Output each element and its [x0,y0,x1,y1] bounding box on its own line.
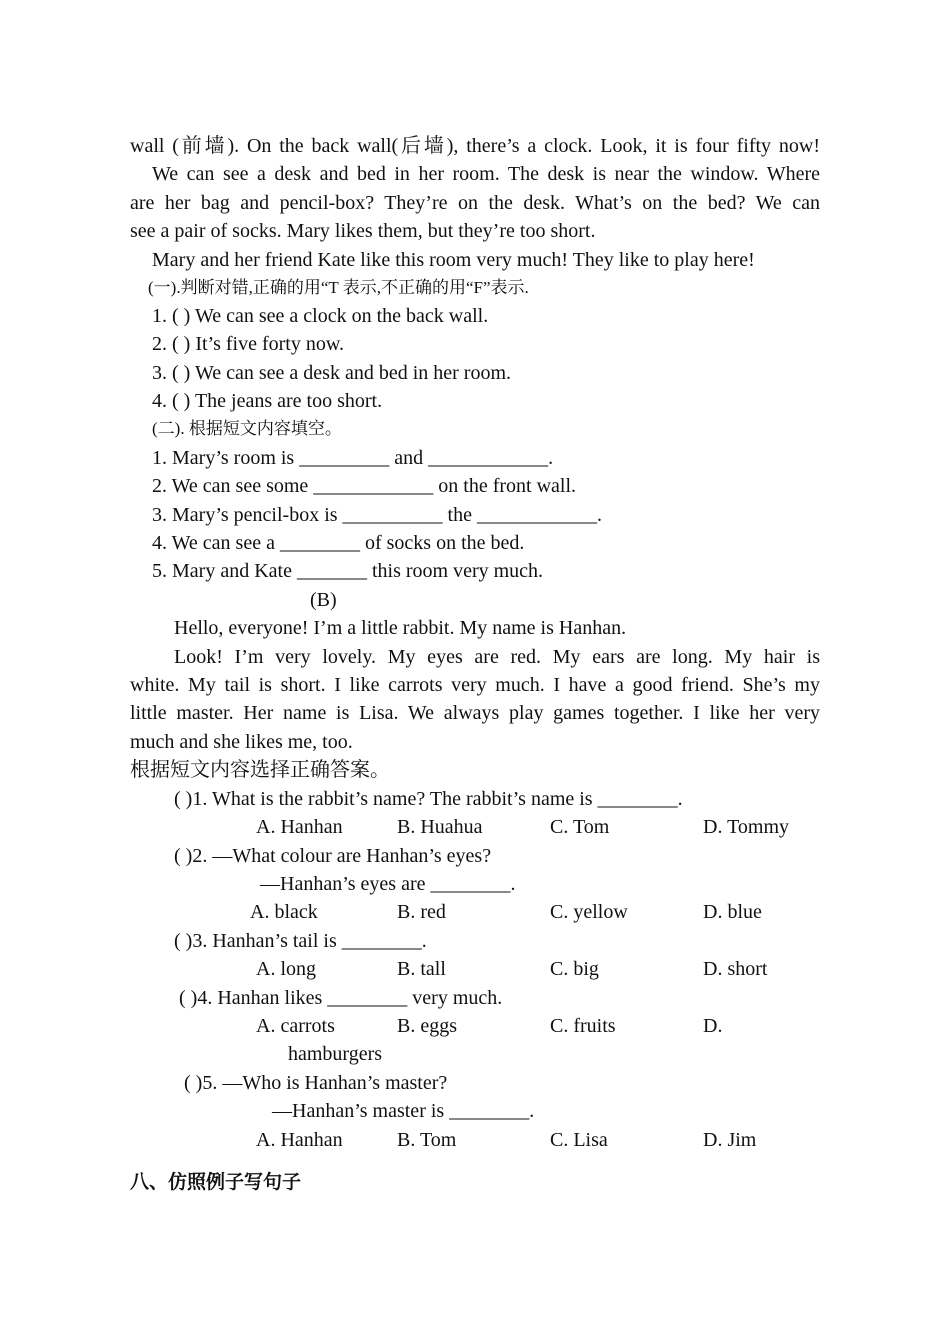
q4-stem: ( )4. Hanhan likes ________ very much. [179,987,503,1009]
part1-item-1: 1. ( ) We can see a clock on the back wall. [152,305,489,327]
passage-b-heading: (B) [310,589,337,611]
q5-option-d: D. Jim [703,1129,757,1151]
q1-option-a: A. Hanhan [256,816,343,838]
q4-option-d-text: hamburgers [288,1043,383,1065]
q1-option-d: D. Tommy [703,816,790,838]
part1-item-4: 4. ( ) The jeans are too short. [152,390,383,412]
q3-option-b: B. tall [397,958,446,980]
passage-a-line-5: Mary and her friend Kate like this room very much! They like to play here! [152,249,755,271]
q5-option-b: B. Tom [397,1129,457,1151]
passage-b-line-2: Look! I’m very lovely. My eyes are red. My ears are long. My hair is [174,646,820,668]
passage-a-line-4: see a pair of socks. Mary likes them, but they’re too short. [130,220,596,242]
part1-item-3: 3. ( ) We can see a desk and bed in her room. [152,362,512,384]
passage-a-line-1: wall (前墙). On the back wall(后墙), there’s a clock. Look, it is four fifty now! [130,135,820,157]
q4-option-d: D. [703,1015,723,1037]
passage-b-line-5: much and she likes me, too. [130,731,353,753]
q3-stem: ( )3. Hanhan’s tail is ________. [174,930,427,952]
q4-option-b: B. eggs [397,1015,457,1037]
part1-instruction: (一).判断对错,正确的用“T 表示,不正确的用“F”表示. [148,278,529,297]
passage-b-line-4: little master. Her name is Lisa. We always play games together. I like her very [130,702,820,724]
passage-b-line-1: Hello, everyone! I’m a little rabbit. My name is Hanhan. [174,617,627,639]
q3-option-c: C. big [550,958,599,980]
passage-a-line-2: We can see a desk and bed in her room. The desk is near the window. Where [152,163,820,185]
part2-item-1: 1. Mary’s room is _________ and ____________. [152,447,554,469]
q5-option-a: A. Hanhan [256,1129,343,1151]
section-8-title: 八、仿照例子写句子 [130,1171,302,1193]
q3-option-d: D. short [703,958,768,980]
part2-item-4: 4. We can see a ________ of socks on the bed. [152,532,525,554]
q2-option-a: A. black [250,901,318,923]
q2-option-c: C. yellow [550,901,628,923]
part3-instruction: 根据短文内容选择正确答案。 [130,759,390,781]
q1-option-c: C. Tom [550,816,610,838]
part2-item-2: 2. We can see some ____________ on the front wall. [152,475,577,497]
q1-stem: ( )1. What is the rabbit’s name? The rabbit’s name is ________. [174,788,683,810]
part2-item-3: 3. Mary’s pencil-box is __________ the ____________. [152,504,602,526]
q4-option-a: A. carrots [256,1015,335,1037]
q3-option-a: A. long [256,958,316,980]
part2-instruction: (二). 根据短文内容填空。 [152,419,342,438]
passage-b-line-3: white. My tail is short. I like carrots very much. I have a good friend. She’s my [130,674,820,696]
q2-stem: ( )2. —What colour are Hanhan’s eyes? [174,845,492,867]
q2-option-b: B. red [397,901,446,923]
part2-item-5: 5. Mary and Kate _______ this room very much. [152,560,544,582]
q5-stem: ( )5. —Who is Hanhan’s master? [184,1072,448,1094]
q5-stem-answer: —Hanhan’s master is ________. [272,1100,535,1122]
q5-option-c: C. Lisa [550,1129,608,1151]
passage-a-line-3: are her bag and pencil-box? They’re on the desk. What’s on the bed? We can [130,192,820,214]
q4-option-c: C. fruits [550,1015,616,1037]
q2-option-d: D. blue [703,901,762,923]
q2-stem-answer: —Hanhan’s eyes are ________. [260,873,516,895]
part1-item-2: 2. ( ) It’s five forty now. [152,333,344,355]
q1-option-b: B. Huahua [397,816,483,838]
